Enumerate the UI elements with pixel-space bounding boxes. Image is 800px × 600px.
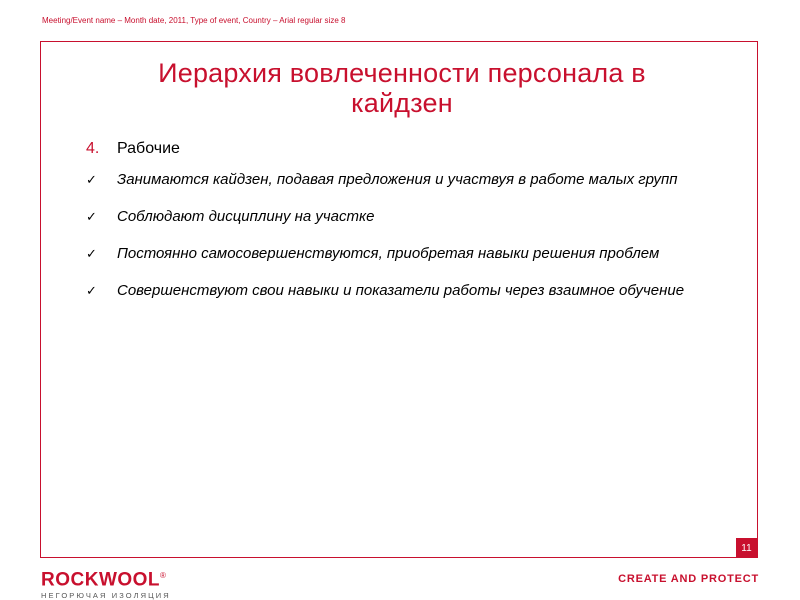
bullet-text: Соблюдают дисциплину на участке xyxy=(117,208,375,225)
rockwool-logo xyxy=(41,566,181,600)
logo-registered-mark: ® xyxy=(160,571,167,580)
slide-title-line-1: Иерархия вовлеченности персонала в xyxy=(158,58,646,88)
bullet-text: Совершенствуют свои навыки и показатели работы через взаимное обучение xyxy=(117,282,685,299)
section-number: 4. xyxy=(86,140,100,157)
slide-content xyxy=(86,140,714,312)
bullet-text: Постоянно самосовершенствуются, приобретая навыки решения проблем xyxy=(117,245,660,262)
logo-wordmark xyxy=(41,566,181,590)
page-number-badge: 11 xyxy=(736,538,757,558)
bullet-item xyxy=(86,201,714,233)
brand-slogan: CREATE AND PROTECT xyxy=(618,573,759,585)
checkmark-icon: ✓ xyxy=(86,209,97,224)
logo-word-text: ROCKWOOL xyxy=(41,569,161,591)
checkmark-icon: ✓ xyxy=(86,283,97,298)
checkmark-icon: ✓ xyxy=(86,246,97,261)
bullet-item xyxy=(86,238,714,270)
slide-title xyxy=(80,58,724,118)
logo-tagline: НЕГОРЮЧАЯ ИЗОЛЯЦИЯ xyxy=(41,591,171,600)
slide-title-line-2: кайдзен xyxy=(351,88,453,118)
section-heading-text: Рабочие xyxy=(117,140,180,157)
event-meta-line: Meeting/Event name – Month date, 2011, Type of event, Country – Arial regular size 8 xyxy=(42,16,346,25)
bullet-item xyxy=(86,275,714,307)
bullet-list xyxy=(86,164,714,307)
section-heading xyxy=(86,140,714,158)
checkmark-icon: ✓ xyxy=(86,172,97,187)
bullet-text: Занимаются кайдзен, подавая предложения и участвуя в работе малых групп xyxy=(117,171,678,188)
bullet-item xyxy=(86,164,714,196)
